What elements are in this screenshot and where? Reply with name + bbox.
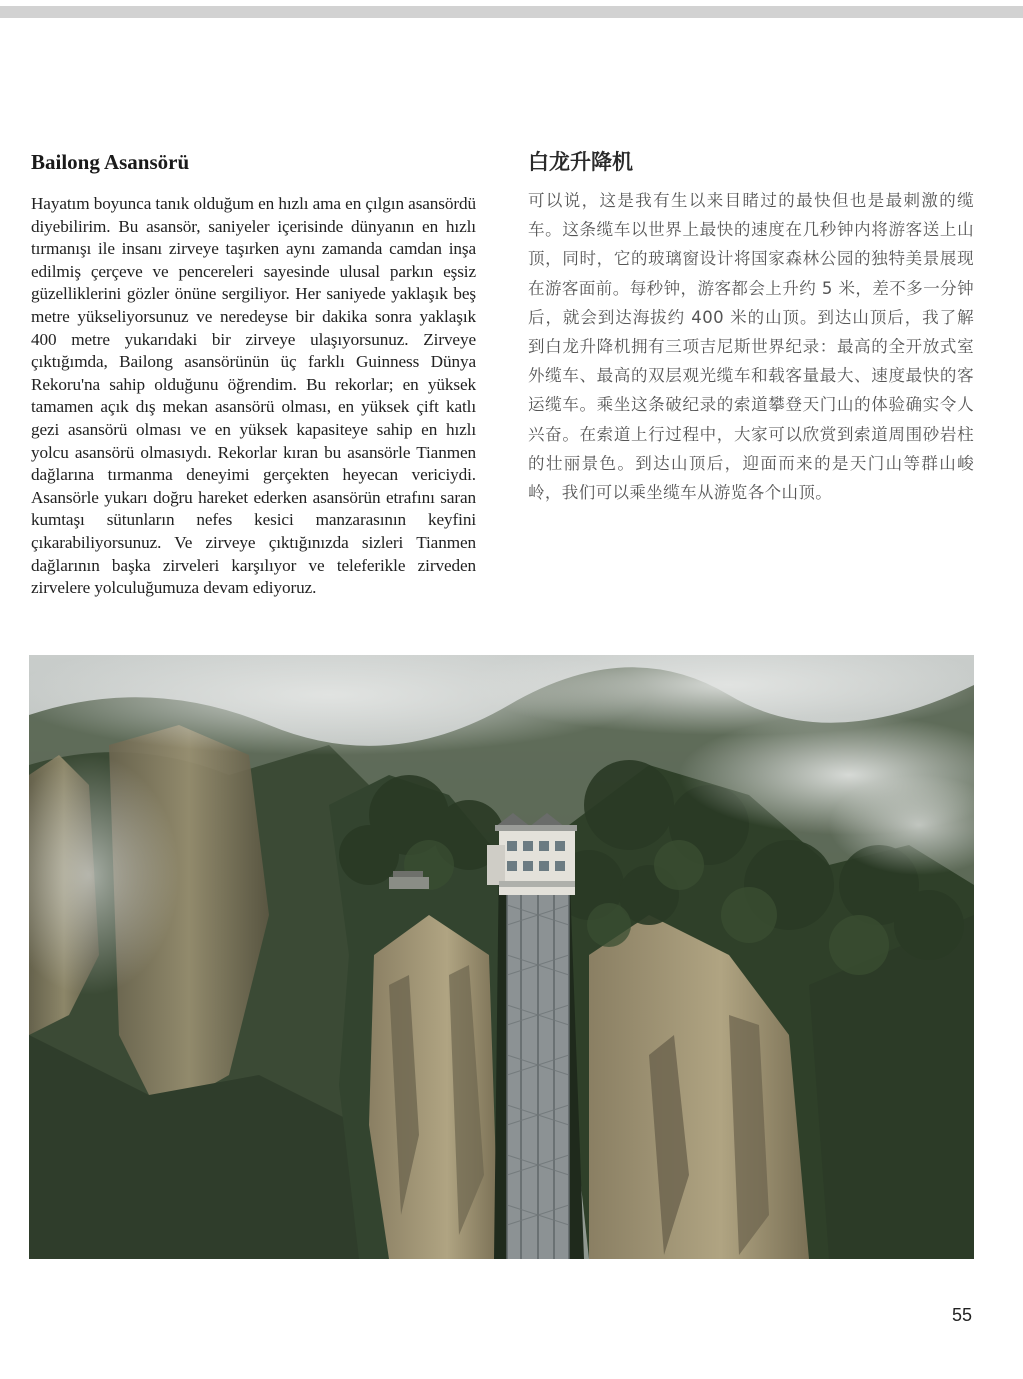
top-rule [0, 6, 1023, 18]
chinese-column [528, 148, 974, 507]
turkish-body: Hayatım boyunca tanık olduğum en hızlı ama en çılgın asansördü diyebilirim. Bu asansör, saniyeler içerisinde dünyanın en hızlı tırmanışı ile insanı zirveye taşırken aynı zamanda camdan inşa edilmiş çerçeve ve pencereleri sayesinde ulusal parkın eşsiz güzelliklerini gözler önüne sergiliyor. Her saniyede yaklaşık beş metre yükseliyorsunuz ve neredeyse bir dakika sonra yaklaşık 400 metre yukarıdaki bir zirveye ulaşıyorsunuz. Zirveye çıktığımda, Bailong asansörünün üç farklı Guinness Dünya Rekoru'na sahip olduğunu öğrendim. Bu rekorlar; en yüksek tamamen açık dış mekan asansörü olması, en yüksek çift katlı gezi asansörü olması ve en yüksek kapasiteye sahip en hızlı yolcu asansörü olmasıydı. Rekorlar kıran bu asansörle Tianmen dağlarına tırmanma deneyimi gerçekten heyecan vericiydi. Asansörle yukarı doğru hareket ederken asansörün etrafını saran kumtaşı sütunların nefes kesici manzarasının keyfini çıkarabiliyorsunuz. Ve zirveye çıktığınızda sizleri Tianmen dağlarının başka zirveleri karşılıyor ve teleferikle zirveden zirvelere yolculuğumuza devam ediyoruz. [31, 194, 476, 598]
turkish-column [31, 148, 476, 600]
page-number: 55 [951, 1305, 972, 1325]
chinese-body: 可以说，这是我有生以来目睹过的最快但也是最刺激的缆车。这条缆车以世界上最快的速度在几秒钟内将游客送上山顶，同时，它的玻璃窗设计将国家森林公园的独特美景展现在游客面前。每秒钟，游客都会上升约 5 米，差不多一分钟后，就会到达海拔约 400 米的山顶。到达山顶后，我了解到白龙升降机拥有三项吉尼斯世界纪录：最高的全开放式室外缆车、最高的双层观光缆车和载客量最大、速度最快的客运缆车。乘坐这条破纪录的索道攀登天门山的体验确实令人兴奋。在索道上行过程中，大家可以欣赏到索道周围砂岩柱的壮丽景色。到达山顶后，迎面而来的是天门山等群山峻岭，我们可以乘坐缆车从游览各个山顶。 [528, 191, 974, 503]
turkish-title: Bailong Asansörü [31, 150, 190, 174]
chinese-title: 白龙升降机 [528, 150, 633, 174]
bailong-elevator-photo [29, 655, 974, 1259]
